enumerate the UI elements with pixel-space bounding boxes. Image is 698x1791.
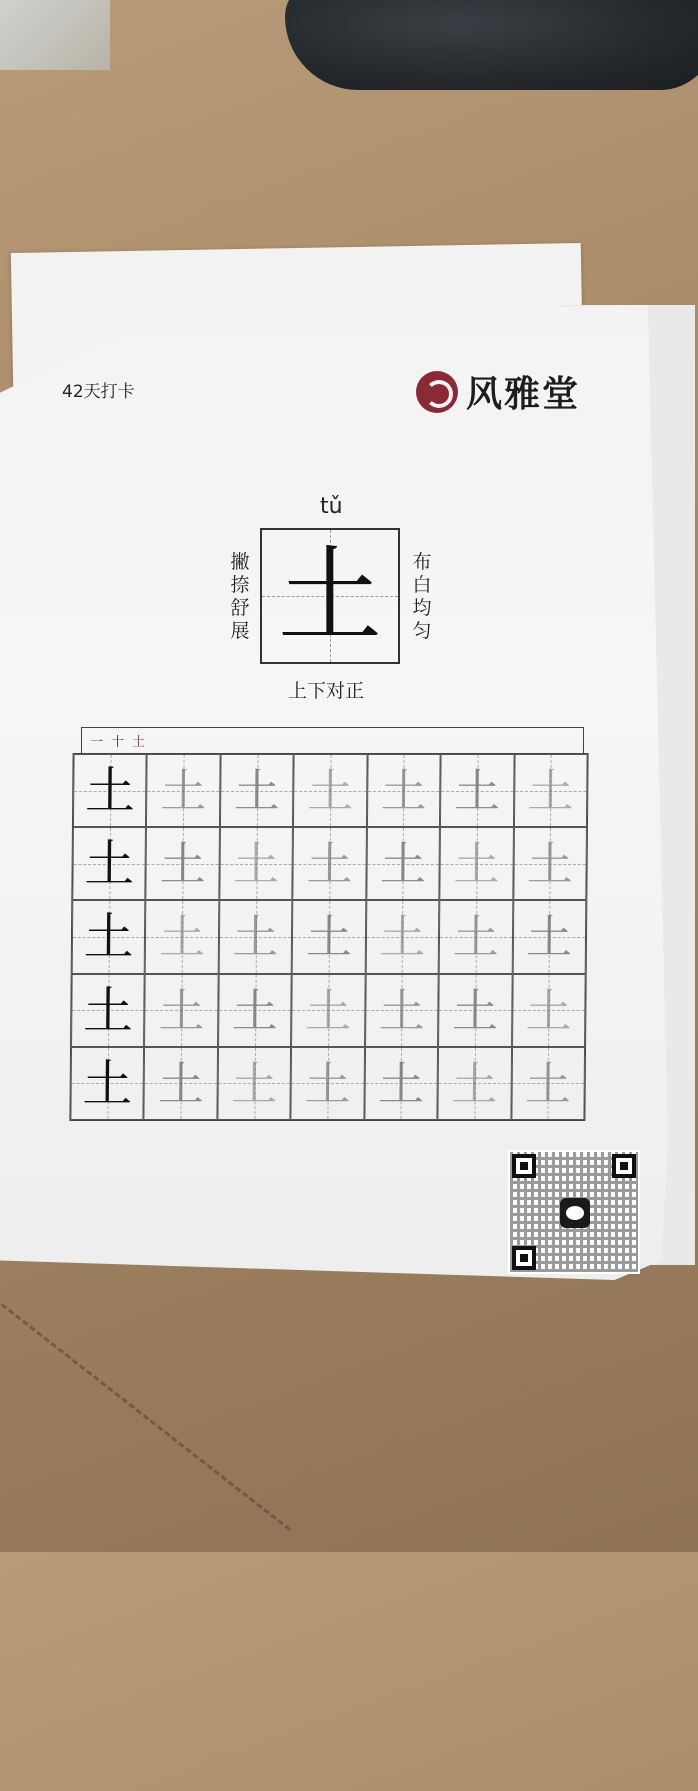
practice-cell bbox=[220, 754, 294, 827]
leather-seam bbox=[0, 1270, 291, 1791]
model-character-box bbox=[260, 528, 400, 664]
stroke-1: 一 bbox=[90, 735, 104, 750]
handwritten-glyph: 土 bbox=[305, 983, 352, 1038]
worksheet-title: 42天打卡 bbox=[62, 382, 135, 402]
handwritten-glyph: 土 bbox=[527, 764, 574, 818]
brand-logo bbox=[416, 366, 580, 417]
practice-cell bbox=[514, 754, 588, 827]
practice-cell bbox=[144, 974, 218, 1047]
pinyin-label: tǔ bbox=[320, 494, 343, 519]
model-glyph: 土 bbox=[82, 1054, 133, 1113]
practice-cell bbox=[218, 974, 292, 1047]
handwritten-glyph: 土 bbox=[158, 910, 206, 965]
logo-swirl-icon bbox=[416, 371, 458, 413]
handwritten-glyph: 土 bbox=[377, 1056, 425, 1111]
handwritten-glyph: 土 bbox=[451, 983, 499, 1038]
practice-cell bbox=[70, 1047, 144, 1120]
handwritten-glyph: 土 bbox=[453, 764, 501, 818]
practice-cell bbox=[365, 974, 439, 1047]
practice-cell bbox=[217, 1047, 291, 1120]
handwritten-glyph: 土 bbox=[232, 837, 280, 892]
handwritten-glyph: 土 bbox=[157, 1056, 205, 1111]
bottom-tip: 上下对正 bbox=[288, 680, 365, 702]
handwritten-glyph: 土 bbox=[158, 983, 205, 1038]
practice-cell bbox=[71, 974, 145, 1047]
practice-cell bbox=[440, 754, 514, 827]
practice-cell bbox=[293, 827, 367, 900]
practice-cell bbox=[72, 900, 146, 973]
handwritten-glyph: 土 bbox=[380, 764, 427, 818]
handwritten-glyph: 土 bbox=[305, 910, 353, 965]
practice-cell bbox=[72, 827, 146, 900]
practice-cell bbox=[146, 827, 220, 900]
practice-cell bbox=[512, 900, 586, 973]
handwritten-glyph: 土 bbox=[525, 983, 572, 1038]
right-tip: 布白均匀 bbox=[412, 551, 432, 642]
stroke-order-area bbox=[81, 727, 584, 753]
practice-cell bbox=[439, 827, 513, 900]
handwritten-glyph: 土 bbox=[524, 1056, 572, 1111]
practice-cell bbox=[292, 900, 366, 973]
practice-cell bbox=[146, 754, 220, 827]
handwritten-glyph: 土 bbox=[526, 910, 573, 965]
handwritten-glyph: 土 bbox=[304, 1056, 351, 1111]
stroke-order-bar bbox=[81, 727, 584, 753]
handwritten-glyph: 土 bbox=[378, 983, 426, 1038]
handwritten-glyph: 土 bbox=[232, 910, 279, 965]
practice-cell bbox=[144, 1047, 218, 1120]
handwritten-glyph: 土 bbox=[233, 764, 281, 818]
practice-cell bbox=[219, 827, 293, 900]
practice-cell bbox=[439, 900, 513, 973]
stroke-3: 土 bbox=[132, 735, 146, 750]
practice-cell bbox=[365, 900, 439, 973]
practice-cell bbox=[145, 900, 219, 973]
handwritten-glyph: 土 bbox=[452, 910, 500, 965]
practice-cell bbox=[291, 1047, 365, 1120]
practice-cell bbox=[366, 827, 440, 900]
practice-cell bbox=[367, 754, 441, 827]
qr-finder bbox=[512, 1154, 536, 1178]
practice-cell bbox=[293, 754, 367, 827]
logo-text: 风雅堂 bbox=[466, 373, 581, 415]
handwritten-glyph: 土 bbox=[379, 910, 426, 965]
handwritten-glyph: 土 bbox=[160, 764, 207, 818]
handwritten-glyph: 土 bbox=[306, 837, 353, 892]
qr-code bbox=[508, 1150, 640, 1274]
background-corner bbox=[0, 0, 110, 70]
practice-cell bbox=[73, 754, 147, 827]
wechat-icon bbox=[560, 1198, 590, 1228]
practice-cell bbox=[438, 1047, 512, 1120]
handwritten-glyph: 土 bbox=[379, 837, 427, 892]
practice-cell bbox=[511, 1047, 585, 1120]
practice-cell bbox=[364, 1047, 438, 1120]
qr-finder bbox=[512, 1246, 536, 1270]
handwritten-glyph: 土 bbox=[231, 1056, 278, 1111]
handwritten-glyph: 土 bbox=[526, 837, 574, 892]
stroke-2: 十 bbox=[111, 735, 125, 750]
qr-finder bbox=[612, 1154, 636, 1178]
model-character: 土 bbox=[277, 535, 382, 657]
practice-cell bbox=[219, 900, 293, 973]
model-glyph: 土 bbox=[82, 981, 134, 1040]
practice-cell bbox=[291, 974, 365, 1047]
practice-cell bbox=[438, 974, 512, 1047]
model-glyph: 土 bbox=[84, 835, 135, 894]
practice-grid bbox=[69, 753, 588, 1121]
handwritten-glyph: 土 bbox=[451, 1056, 498, 1111]
model-glyph: 土 bbox=[84, 762, 136, 820]
dark-cloth bbox=[285, 0, 698, 90]
handwritten-glyph: 土 bbox=[159, 837, 206, 892]
handwritten-glyph: 土 bbox=[231, 983, 279, 1038]
practice-cell bbox=[512, 974, 586, 1047]
handwritten-glyph: 土 bbox=[307, 764, 354, 818]
handwritten-glyph: 土 bbox=[453, 837, 500, 892]
practice-cell bbox=[513, 827, 587, 900]
left-tip: 撇捺舒展 bbox=[230, 551, 250, 642]
model-glyph: 土 bbox=[83, 908, 134, 967]
